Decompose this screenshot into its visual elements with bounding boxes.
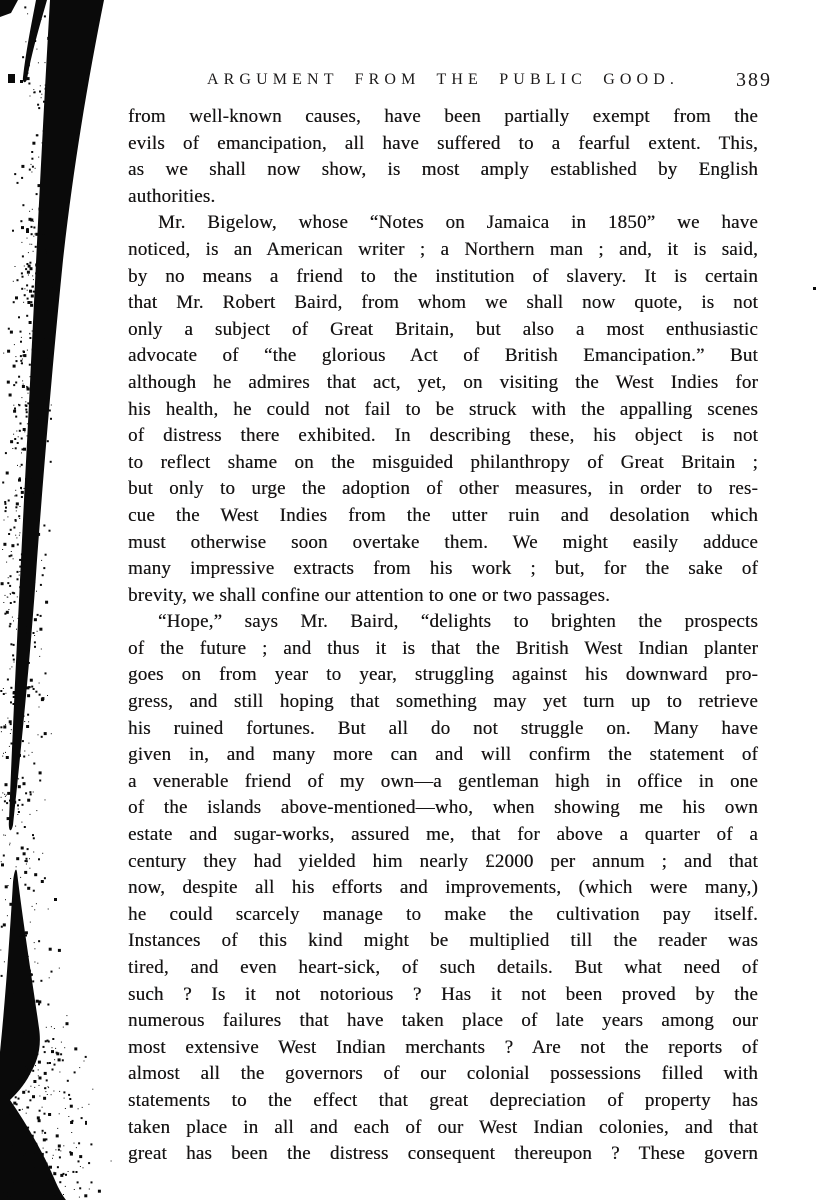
text-line: noticed, is an American writer ; a Northern man ; and, it is said, — [128, 238, 758, 260]
text-line: brevity, we shall confine our attention to one or two passages. — [128, 584, 611, 606]
text-line: only a subject of Great Britain, but also a most enthusiastic — [128, 318, 758, 340]
text-line: as we shall now show, is most amply established by English — [128, 159, 758, 181]
text-line: gress, and still hoping that something may yet turn up to retrieve — [128, 691, 758, 713]
text-line: a venerable friend of my own—a gentleman high in office in one — [128, 770, 758, 792]
text-line: statements to the effect that great depreciation of property has — [128, 1089, 758, 1111]
text-line: taken place in all and each of our West Indian colonies, and that — [128, 1116, 758, 1138]
text-line: Mr. Bigelow, whose “Notes on Jamaica in 1850” we have — [158, 212, 758, 234]
text-line: many impressive extracts from his work ; but, for the sake of — [128, 558, 758, 580]
text-line: he could scarcely manage to make the cultivation pay itself. — [128, 903, 758, 925]
text-line: to reflect shame on the misguided philanthropy of Great Britain ; — [128, 451, 758, 473]
text-line: cue the West Indies from the utter ruin and desolation which — [128, 504, 758, 526]
page-body — [128, 104, 758, 1168]
text-line: evils of emancipation, all have suffered to a fearful extent. This, — [128, 132, 758, 154]
text-line: advocate of “the glorious Act of British Emancipation.” But — [128, 345, 758, 367]
text-line: must otherwise soon overtake them. We might easily adduce — [128, 531, 758, 553]
text-line: numerous failures that have taken place of late years among our — [128, 1010, 758, 1032]
text-line: his health, he could not fail to be struck with the appalling scenes — [128, 398, 758, 420]
text-line: most extensive West Indian merchants ? Are not the reports of — [128, 1036, 758, 1058]
text-line: estate and sugar-works, assured me, that for above a quarter of a — [128, 824, 758, 846]
text-line: but only to urge the adoption of other measures, in order to res- — [128, 478, 758, 500]
text-line: tired, and even heart-sick, of such details. But what need of — [128, 957, 758, 978]
page-number: 389 — [736, 69, 772, 91]
text-line: that Mr. Robert Baird, from whom we shall now quote, is not — [128, 292, 758, 314]
text-line: although he admires that act, yet, on visiting the West Indies for — [128, 371, 758, 393]
text-line: such ? Is it not notorious ? Has it not been proved by the — [128, 983, 758, 1005]
text-line: by no means a friend to the institution of slavery. It is certain — [128, 265, 758, 287]
text-line: given in, and many more can and will confirm the statement of — [128, 744, 758, 766]
text-line: his ruined fortunes. But all do not struggle on. Many have — [128, 717, 758, 739]
text-line: of the islands above-mentioned—who, when showing me his own — [128, 797, 758, 819]
running-header — [128, 69, 772, 93]
text-line: “Hope,” says Mr. Baird, “delights to brighten the prospects — [158, 611, 758, 633]
text-line: of distress there exhibited. In describing these, his object is not — [128, 425, 758, 447]
text-line: almost all the governors of our colonial possessions filled with — [128, 1063, 758, 1085]
text-line: Instances of this kind might be multiplied till the reader was — [128, 930, 758, 952]
header-title: ARGUMENT FROM THE PUBLIC GOOD. — [206, 71, 680, 88]
text-line: goes on from year to year, struggling against his downward pro- — [128, 664, 758, 686]
text-line: from well-known causes, have been partially exempt from the — [128, 106, 758, 127]
text-line: great has been the distress consequent thereupon ? These govern — [128, 1143, 758, 1165]
text-line: now, despite all his efforts and improvements, (which were many,) — [128, 877, 758, 899]
text-line: century they had yielded him nearly £2000 per annum ; and that — [128, 850, 758, 872]
text-line: of the future ; and thus it is that the British West Indian planter — [128, 637, 758, 659]
text-line: authorities. — [128, 185, 216, 207]
